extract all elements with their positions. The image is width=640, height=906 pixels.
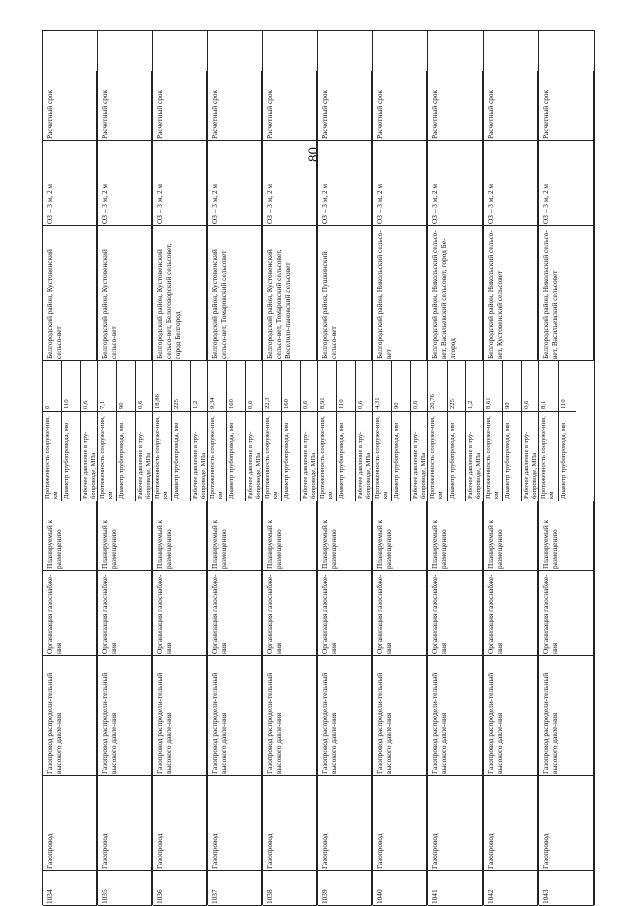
object-purpose: Организация газоснабже-ния xyxy=(320,574,338,654)
object-location: Белгородский район, Кустовенский сельсо-вет, Томаровский сельсовет, Веселоло-пановский сельсовет xyxy=(265,249,292,359)
param-divider xyxy=(466,411,484,412)
param-block xyxy=(135,361,153,501)
param-block xyxy=(80,361,98,501)
param-divider xyxy=(318,411,336,412)
implementation-term: Расчетный срок xyxy=(45,89,54,139)
object-status: Планируемый к размещению xyxy=(486,519,504,569)
object-location: Белгородский район, Кустовенский сельсо-вет, Белоговорский сельсовет, город Белгород xyxy=(155,243,182,359)
param-block xyxy=(428,361,447,501)
param-value: 4,31 xyxy=(374,397,381,409)
param-block xyxy=(263,361,281,501)
param-name: Рабочее давление в тру-бопроводе, МПа xyxy=(411,431,427,499)
param-name: Диаметр трубопровода, мм xyxy=(448,422,456,499)
param-name: Протяженность сооруже-ния, км xyxy=(264,416,279,499)
param-divider xyxy=(411,411,428,412)
param-block xyxy=(391,361,409,501)
param-value: 0,6 xyxy=(246,400,254,409)
param-divider xyxy=(373,411,391,412)
table-row xyxy=(484,30,539,905)
param-value: 0,6 xyxy=(81,400,89,409)
param-divider xyxy=(98,411,116,412)
row-number: 1038 xyxy=(265,889,274,904)
param-name: Рабочее давление в тру-бопроводе, МПа xyxy=(81,431,97,499)
table-row xyxy=(539,30,595,905)
object-location: Белгородский район, Никольский сельсо-вет, Васильевский сельсовет, город Бе-лгород xyxy=(430,230,457,359)
param-block xyxy=(61,361,79,501)
param-value: 8,61 xyxy=(485,397,492,409)
object-status: Планируемый к размещению xyxy=(430,519,448,569)
param-divider xyxy=(448,411,466,412)
object-location: Белгородский район, Пушкинский сельсо-вет xyxy=(320,251,338,359)
param-name: Протяженность сооруже-ния, км xyxy=(319,416,334,499)
object-name: Газопровод распредели-тельный высокого давле-ния xyxy=(155,672,173,774)
object-purpose: Организация газоснабже-ния xyxy=(45,574,63,654)
param-value: 7,1 xyxy=(99,400,106,409)
param-divider xyxy=(356,411,373,412)
param-divider xyxy=(172,411,189,412)
protection-zone: ОЗ – 3 м, 2 м xyxy=(210,183,219,224)
protection-zone: ОЗ – 3 м, 2 м xyxy=(541,183,550,224)
param-block xyxy=(43,361,61,501)
object-purpose: Организация газоснабже-ния xyxy=(210,574,228,654)
param-value: 1,2 xyxy=(467,400,475,409)
param-value: 110 xyxy=(559,399,567,409)
object-status: Планируемый к размещению xyxy=(100,519,118,569)
object-type: Газопровод xyxy=(541,833,550,869)
param-divider xyxy=(559,411,577,412)
object-purpose: Организация газоснабже-ния xyxy=(486,574,504,654)
param-divider xyxy=(227,411,244,412)
object-status: Планируемый к размещению xyxy=(375,519,393,569)
row-number: 1036 xyxy=(155,889,164,904)
param-value: 22,3 xyxy=(264,397,271,409)
object-purpose: Организация газоснабже-ния xyxy=(265,574,283,654)
param-block xyxy=(98,361,116,501)
object-name: Газопровод распредели-тельный высокого давле-ния xyxy=(45,672,63,774)
param-value: 110 xyxy=(338,399,346,409)
param-name: Протяженность сооруже-ния, км xyxy=(429,416,444,499)
param-block xyxy=(226,361,244,501)
object-name: Газопровод распредели-тельный высокого давле-ния xyxy=(430,672,448,774)
implementation-term: Расчетный срок xyxy=(265,89,274,139)
param-value: 160 xyxy=(283,399,291,409)
param-name: Диаметр трубопровода, мм xyxy=(338,422,346,499)
param-value: 110 xyxy=(63,399,71,409)
param-block xyxy=(208,361,226,501)
param-name: Протяженность сооруже-ния, км xyxy=(485,416,500,499)
param-name: Диаметр трубопровода, мм xyxy=(393,422,401,499)
param-name: Диаметр трубопровода, мм xyxy=(559,422,567,499)
param-name: Диаметр трубопровода, мм xyxy=(283,422,291,499)
param-block xyxy=(336,361,354,501)
implementation-term: Расчетный срок xyxy=(541,89,550,139)
param-divider xyxy=(246,411,263,412)
object-type: Газопровод xyxy=(265,833,274,869)
param-block xyxy=(355,361,373,501)
row-number: 1040 xyxy=(375,889,384,904)
protection-zone: ОЗ – 3 м, 2 м xyxy=(155,183,164,224)
param-divider xyxy=(208,411,226,412)
param-value: 0,6 xyxy=(301,400,309,409)
param-divider xyxy=(81,411,98,412)
param-value: 8,1 xyxy=(540,400,547,409)
param-block xyxy=(410,361,428,501)
param-divider xyxy=(136,411,153,412)
param-name: Протяженность сооруже-ния, км xyxy=(154,416,169,499)
implementation-term: Расчетный срок xyxy=(100,89,109,139)
param-value: 1,2 xyxy=(191,400,199,409)
protection-zone: ОЗ – 3 м, 2 м xyxy=(100,183,109,224)
param-divider xyxy=(191,411,208,412)
param-name: Протяженность сооруже-ния, км xyxy=(540,416,555,499)
object-type: Газопровод xyxy=(155,833,164,869)
param-name: Рабочее давление в тру-бопроводе, МПа xyxy=(467,431,482,499)
param-name: Рабочее давление в тру-бопроводе, МПа xyxy=(191,431,207,499)
param-name: Рабочее давление в тру-бопроводе, МПа xyxy=(301,431,317,499)
implementation-term: Расчетный срок xyxy=(320,89,329,139)
param-name: Рабочее давление в тру-бопроводе, МПа xyxy=(136,431,152,499)
object-type: Газопровод xyxy=(320,833,329,869)
row-number: 1034 xyxy=(45,889,54,904)
param-value: 0,6 xyxy=(522,400,530,409)
object-name: Газопровод распредели-тельный высокого давле-ния xyxy=(210,672,228,774)
param-value: 225 xyxy=(448,399,456,409)
param-block xyxy=(318,361,336,501)
object-name: Газопровод распредели-тельный высокого давле-ния xyxy=(100,672,118,774)
protection-zone: ОЗ – 3 м, 2 м xyxy=(375,183,384,224)
param-value: 225 xyxy=(173,399,181,409)
object-purpose: Организация газоснабже-ния xyxy=(541,574,559,654)
param-name: Диаметр трубопровода, мм xyxy=(63,422,71,499)
implementation-term: Расчетный срок xyxy=(155,89,164,139)
param-block xyxy=(245,361,263,501)
object-location: Белгородский район, Никольский сельсо-вет xyxy=(375,230,393,359)
param-name: Диаметр трубопровода, мм xyxy=(118,422,126,499)
param-value: 18,86 xyxy=(154,394,161,409)
param-name: Диаметр трубопровода, мм xyxy=(504,422,512,499)
param-name: Протяженность сооруже-ния, км xyxy=(44,416,59,499)
object-type: Газопровод xyxy=(375,833,384,869)
param-divider xyxy=(301,411,318,412)
param-value: 90 xyxy=(118,402,126,409)
param-divider xyxy=(43,411,61,412)
protection-zone: ОЗ – 3 м, 2 м xyxy=(430,183,439,224)
table-row xyxy=(318,30,373,905)
object-name: Газопровод распредели-тельный высокого давле-ния xyxy=(265,672,283,774)
row-number: 1042 xyxy=(486,889,495,904)
param-divider xyxy=(153,411,171,412)
object-status: Планируемый к размещению xyxy=(155,519,173,569)
param-value: 160 xyxy=(228,399,236,409)
table-row xyxy=(373,30,428,905)
param-divider xyxy=(117,411,134,412)
object-purpose: Организация газоснабже-ния xyxy=(100,574,118,654)
table-row xyxy=(98,30,153,905)
param-divider xyxy=(428,411,447,412)
param-divider xyxy=(282,411,299,412)
protection-zone: ОЗ – 3 м, 2 м xyxy=(265,183,274,224)
row-number: 1035 xyxy=(100,889,109,904)
implementation-term: Расчетный срок xyxy=(210,89,219,139)
protection-zone: ОЗ – 3 м, 2 м xyxy=(320,183,329,224)
param-block xyxy=(190,361,208,501)
param-name: Рабочее давление в тру-бопроводе, МПа xyxy=(246,431,262,499)
param-value: 90 xyxy=(393,402,401,409)
rotated-table xyxy=(42,30,609,905)
object-name: Газопровод распредели-тельный высокого давле-ния xyxy=(541,672,559,774)
object-status: Планируемый к размещению xyxy=(45,519,63,569)
param-block xyxy=(465,361,484,501)
object-type: Газопровод xyxy=(100,833,109,869)
param-value: 0,6 xyxy=(411,400,419,409)
object-location: Белгородский район, Кустовенский сельсо-вет xyxy=(100,249,118,359)
param-value: 8,91 xyxy=(319,397,326,409)
object-status: Планируемый к размещению xyxy=(320,519,338,569)
table-row xyxy=(428,30,484,905)
table-row xyxy=(208,30,263,905)
table-row xyxy=(153,30,208,905)
param-name: Протяженность сооруже-ния, км xyxy=(209,416,224,499)
object-type: Газопровод xyxy=(45,833,54,869)
object-purpose: Организация газоснабже-ния xyxy=(375,574,393,654)
param-block xyxy=(521,361,539,501)
object-name: Газопровод распредели-тельный высокого давле-ния xyxy=(375,672,393,774)
param-name: Рабочее давление в тру-бопроводе, МПа xyxy=(356,431,372,499)
param-value: 0,6 xyxy=(356,400,364,409)
param-block xyxy=(484,361,502,501)
param-block xyxy=(300,361,318,501)
param-value: 6 xyxy=(44,405,51,409)
object-type: Газопровод xyxy=(210,833,219,869)
param-divider xyxy=(263,411,281,412)
object-location: Белгородский район, Никольский сельсо-вет, Кустовенский сельсовет xyxy=(486,230,504,359)
param-block xyxy=(281,361,299,501)
row-number: 1043 xyxy=(541,889,550,904)
param-block xyxy=(153,361,171,501)
param-block xyxy=(171,361,189,501)
protection-zone: ОЗ – 3 м, 2 м xyxy=(45,183,54,224)
param-block xyxy=(116,361,134,501)
object-purpose: Организация газоснабже-ния xyxy=(155,574,173,654)
param-divider xyxy=(503,411,520,412)
param-block xyxy=(558,361,577,501)
object-location: Белгородский район, Кустовенский сельсо-вет, Томаровский сельсовет xyxy=(210,249,228,359)
implementation-term: Расчетный срок xyxy=(375,89,384,139)
param-block xyxy=(502,361,520,501)
table-row xyxy=(43,30,98,905)
param-divider xyxy=(392,411,409,412)
param-divider xyxy=(484,411,502,412)
param-block xyxy=(447,361,466,501)
param-block xyxy=(539,361,558,501)
page-number: 80 xyxy=(306,147,322,162)
param-name: Протяженность сооруже-ния, км xyxy=(374,416,389,499)
param-name: Диаметр трубопровода, мм xyxy=(228,422,236,499)
object-type: Газопровод xyxy=(486,833,495,869)
param-divider xyxy=(539,411,558,412)
object-type: Газопровод xyxy=(430,833,439,869)
implementation-term: Расчетный срок xyxy=(430,89,439,139)
param-value: 9,34 xyxy=(209,397,216,409)
row-number: 1041 xyxy=(430,889,439,904)
param-name: Рабочее давление в тру-бопроводе, МПа xyxy=(522,431,538,499)
object-name: Газопровод распредели-тельный высокого давле-ния xyxy=(486,672,504,774)
object-location: Белгородский район, Кустовенский сельсо-вет xyxy=(45,249,63,359)
object-name: Газопровод распредели-тельный высокого давле-ния xyxy=(320,672,338,774)
object-status: Планируемый к размещению xyxy=(210,519,228,569)
param-divider xyxy=(337,411,354,412)
param-divider xyxy=(522,411,539,412)
object-status: Планируемый к размещению xyxy=(541,519,559,569)
param-name: Протяженность сооруже-ния, км xyxy=(99,416,114,499)
param-name: Диаметр трубопровода, мм xyxy=(173,422,181,499)
object-location: Белгородский район, Никольский сельсо-вет, Васильевский сельсовет xyxy=(541,230,559,359)
object-purpose: Организация газоснабже-ния xyxy=(430,574,448,654)
param-block xyxy=(373,361,391,501)
protection-zone: ОЗ – 3 м, 2 м xyxy=(486,183,495,224)
param-value: 20,76 xyxy=(429,394,436,409)
implementation-term: Расчетный срок xyxy=(486,89,495,139)
table-row xyxy=(263,30,318,905)
row-number: 1039 xyxy=(320,889,329,904)
param-value: 0,6 xyxy=(136,400,144,409)
param-value: 90 xyxy=(504,402,512,409)
param-divider xyxy=(62,411,79,412)
object-status: Планируемый к размещению xyxy=(265,519,283,569)
row-number: 1037 xyxy=(210,889,219,904)
